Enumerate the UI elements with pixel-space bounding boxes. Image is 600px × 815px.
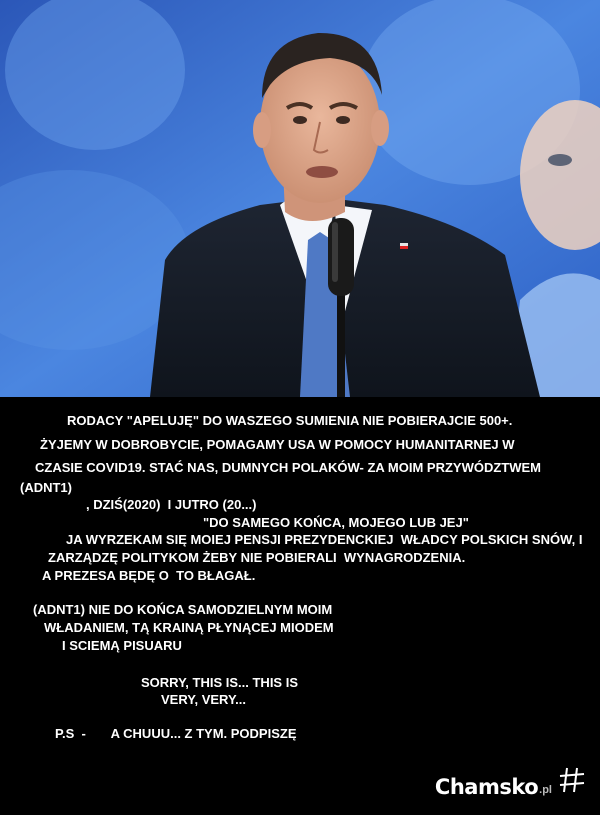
caption-line: I SCIEMĄ PISUARU	[62, 638, 182, 653]
caption-line: ŻYJEMY W DOBROBYCIE, POMAGAMY USA W POMOCY HUMANITARNEJ W	[40, 437, 515, 452]
caption-text	[0, 397, 600, 815]
caption-line: JA WYRZEKAM SIĘ MOIEJ PENSJI PREZYDENCKIEJ WŁADCY POLSKICH SNÓW, I	[66, 532, 583, 547]
watermark-domain: .pl	[539, 784, 552, 796]
caption-line: "DO SAMEGO KOŃCA, MOJEGO LUB JEJ"	[203, 515, 469, 530]
caption-line: CZASIE COVID19. STAĆ NAS, DUMNYCH POLAKÓW- ZA MOIM PRZYWÓDZTWEM	[35, 460, 542, 475]
caption-line: VERY, VERY...	[161, 692, 247, 707]
speaker-photo	[0, 0, 600, 397]
caption-line: (ADNT1)	[20, 480, 72, 495]
caption-line: ZARZĄDZĘ POLITYKOM ŻEBY NIE POBIERALI WYNAGRODZENIA.	[48, 550, 466, 565]
hash-icon	[558, 766, 586, 799]
watermark-brand: Chamsko	[434, 775, 539, 799]
caption-line: RODACY "APELUJĘ" DO WASZEGO SUMIENIA NIE POBIERAJCIE 500+.	[67, 413, 513, 428]
caption-line: A PREZESA BĘDĘ O TO BŁAGAŁ.	[42, 568, 256, 583]
caption-line: , DZIŚ(2020) I JUTRO (20...)	[86, 497, 257, 512]
caption-line: P.S - A CHUUU... Z TYM. PODPISZĘ	[55, 726, 297, 741]
caption-line: SORRY, THIS IS... THIS IS	[141, 675, 298, 690]
caption-line: WŁADANIEM, TĄ KRAINĄ PŁYNĄCEJ MIODEM	[44, 620, 334, 635]
chamsko-watermark	[435, 766, 586, 799]
caption-line: (ADNT1) NIE DO KOŃCA SAMODZIELNYM MOIM	[33, 602, 333, 617]
